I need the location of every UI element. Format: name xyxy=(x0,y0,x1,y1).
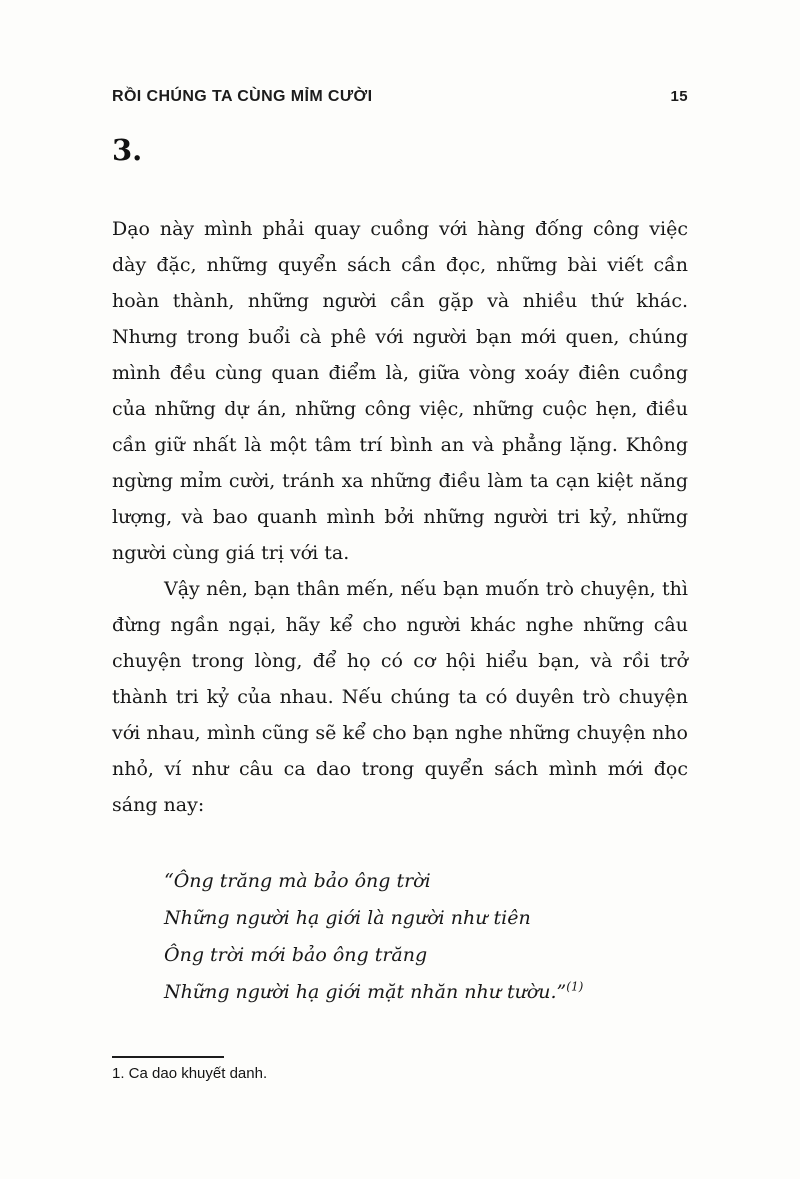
running-title: RỒI CHÚNG TA CÙNG MỈM CƯỜI xyxy=(112,88,373,105)
footnote-divider xyxy=(112,1056,224,1058)
section-number: 3. xyxy=(112,133,143,167)
poem-line-3: Ông trời mới bảo ông trăng xyxy=(164,944,428,966)
footnote-text: 1. Ca dao khuyết danh. xyxy=(112,1065,268,1082)
page-header xyxy=(112,88,688,106)
footnote-area xyxy=(112,1056,267,1082)
poem-quote xyxy=(164,863,688,1011)
footnote-ref: (1) xyxy=(566,979,584,994)
poem-line-1: “Ông trăng mà bảo ông trời xyxy=(164,870,431,892)
poem-line-2: Những người hạ giới là người như tiên xyxy=(164,907,531,929)
paragraph-1: Dạo này mình phải quay cuồng với hàng đống công việc dày đặc, những quyển sách cần đọc, những bài viết cần hoàn thành, những người cần gặp và nhiều thứ khác. Nhưng trong buổi cà phê với người bạn mới quen, chúng mình đều cùng quan điểm là, giữa vòng xoáy điên cuồng của những dự án, những công việc, những cuộc hẹn, điều cần giữ nhất là một tâm trí bình an và phẳng lặng. Không ngừng mỉm cười, tránh xa những điều làm ta cạn kiệt năng lượng, và bao quanh mình bởi những người tri kỷ, những người cùng giá trị với ta. xyxy=(112,218,688,564)
page-number: 15 xyxy=(670,88,688,105)
paragraph-2: Vậy nên, bạn thân mến, nếu bạn muốn trò chuyện, thì đừng ngần ngại, hãy kể cho người khác nghe những câu chuyện trong lòng, để họ có cơ hội hiểu bạn, và rồi trở thành tri kỷ của nhau. Nếu chúng ta có duyên trò chuyện với nhau, mình cũng sẽ kể cho bạn nghe những chuyện nho nhỏ, ví như câu ca dao trong quyển sách mình mới đọc sáng nay: xyxy=(112,578,688,816)
poem-line-4-text: Những người hạ giới mặt nhăn như tườu.” xyxy=(164,981,567,1003)
poem-line-4 xyxy=(164,974,688,1011)
